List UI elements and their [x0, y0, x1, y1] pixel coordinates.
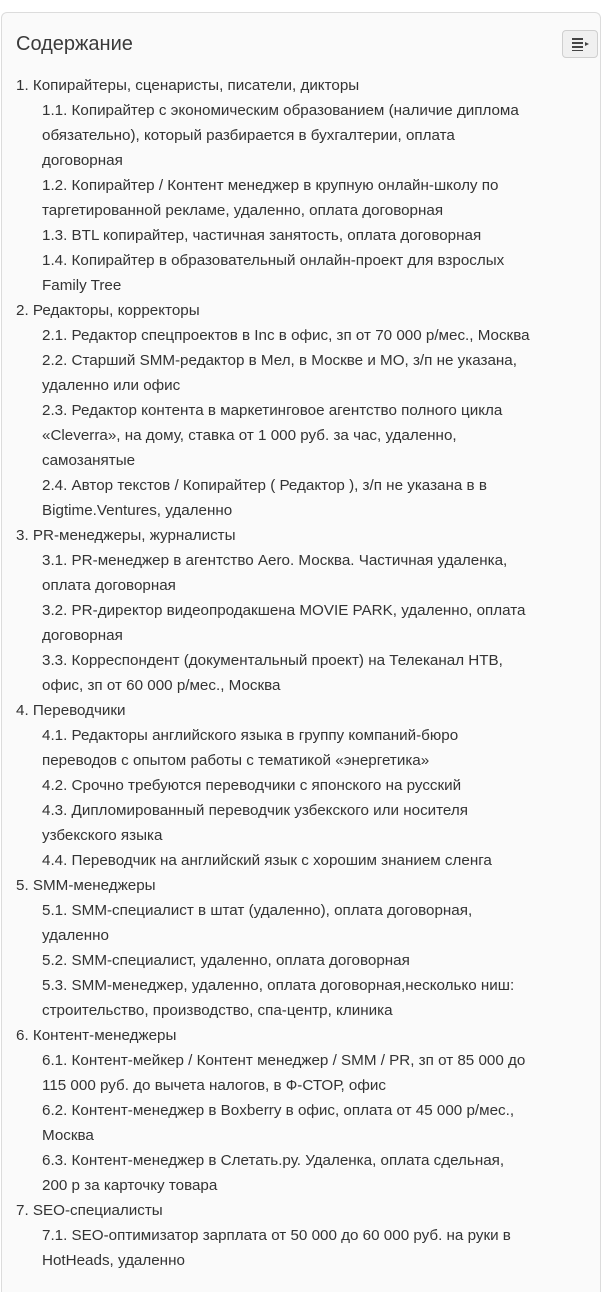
toc-subsection-link[interactable]: 2.4. Автор текстов / Копирайтер ( Редактор ), з/п не указана в в [42, 477, 487, 494]
toc-subsection-link[interactable]: 115 000 руб. до вычета налогов, в Ф-СТОР, офис [42, 1077, 386, 1094]
toc-subsection-link[interactable]: 4.1. Редакторы английского языка в группу компаний-бюро [42, 727, 459, 744]
toc-subsection-link[interactable]: удаленно или офис [42, 377, 181, 394]
toc-subsection-link[interactable]: 6.1. Контент-мейкер / Контент менеджер / SMM / PR, зп от 85 000 до [42, 1052, 526, 1069]
toc-subsection-link[interactable]: 1.3. BTL копирайтер, частичная занятость, оплата договорная [42, 227, 482, 244]
toc-subsection-link[interactable]: договорная [42, 627, 123, 644]
toc-subsection-link[interactable]: 5.1. SMM-специалист в штат (удаленно), оплата договорная, [42, 902, 473, 919]
toc-subsection-link[interactable]: 7.1. SEO-оптимизатор зарплата от 50 000 до 60 000 руб. на руки в [42, 1227, 511, 1244]
toc-section-link[interactable]: 1. Копирайтеры, сценаристы, писатели, дикторы [16, 77, 360, 94]
toc-subsection-link[interactable]: 200 р за карточку товара [42, 1177, 218, 1194]
toc-subsection-link[interactable]: 2.3. Редактор контента в маркетинговое агентство полного цикла [42, 402, 503, 419]
toc-section-link[interactable]: 3. PR-менеджеры, журналисты [16, 527, 236, 544]
toc-subsection-link[interactable]: узбекского языка [42, 827, 163, 844]
toc-toggle-button[interactable] [562, 30, 598, 58]
toc-subsection-link[interactable]: 4.3. Дипломированный переводчик узбекского или носителя [42, 802, 468, 819]
toc-subsection-link[interactable]: 1.4. Копирайтер в образовательный онлайн-проект для взрослых [42, 252, 505, 269]
toc-list [16, 73, 598, 1273]
toc-subsection-link[interactable]: самозанятые [42, 452, 136, 469]
toc-section-link[interactable]: 7. SEO-специалисты [16, 1202, 163, 1219]
toc-subsection-link[interactable]: удаленно [42, 927, 109, 944]
toc-subsection-link[interactable]: 6.2. Контент-менеджер в Boxberry в офис, оплата от 45 000 р/мес., [42, 1102, 515, 1119]
toc-subsection-link[interactable]: HotHeads, удаленно [42, 1252, 185, 1269]
toc-section-link[interactable]: 5. SMM-менеджеры [16, 877, 156, 894]
toc-subsection-link[interactable]: таргетированной рекламе, удаленно, оплата договорная [42, 202, 444, 219]
toc-subsection-link[interactable]: переводов с опытом работы с тематикой «энергетика» [42, 752, 430, 769]
toc-section-link[interactable]: 4. Переводчики [16, 702, 126, 719]
toc-section-link[interactable]: 6. Контент-менеджеры [16, 1027, 177, 1044]
toc-subsection-link[interactable]: 2.2. Старший SMM-редактор в Мел, в Москве и МО, з/п не указана, [42, 352, 517, 369]
toc-section-link[interactable]: 2. Редакторы, корректоры [16, 302, 200, 319]
list-toggle-icon [570, 37, 590, 51]
toc-subsection-link[interactable]: 1.2. Копирайтер / Контент менеджер в крупную онлайн-школу по [42, 177, 499, 194]
toc-subsection-link[interactable]: «Cleverra», на дому, ставка от 1 000 руб. за час, удаленно, [42, 427, 457, 444]
toc-subsection-link[interactable]: 6.3. Контент-менеджер в Слетать.ру. Удаленка, оплата сдельная, [42, 1152, 505, 1169]
toc-subsection-link[interactable]: обязательно), который разбирается в бухгалтерии, оплата [42, 127, 455, 144]
toc-container [1, 12, 601, 1292]
toc-title: Содержание [16, 33, 133, 55]
toc-subsection-link[interactable]: 1.1. Копирайтер с экономическим образованием (наличие диплома [42, 102, 519, 119]
toc-subsection-link[interactable]: договорная [42, 152, 123, 169]
toc-subsection-link[interactable]: 5.2. SMM-специалист, удаленно, оплата договорная [42, 952, 410, 969]
toc-subsection-link[interactable]: Москва [42, 1127, 94, 1144]
toc-subsection-link[interactable]: Family Tree [42, 277, 122, 294]
toc-subsection-link[interactable]: 3.2. PR-директор видеопродакшена MOVIE PARK, удаленно, оплата [42, 602, 526, 619]
toc-subsection-link[interactable]: строительство, производство, спа-центр, клиника [42, 1002, 393, 1019]
toc-subsection-link[interactable]: 3.1. PR-менеджер в агентство Aero. Москва. Частичная удаленка, [42, 552, 508, 569]
toc-subsection-link[interactable]: оплата договорная [42, 577, 176, 594]
toc-subsection-link[interactable]: 4.2. Срочно требуются переводчики с японского на русский [42, 777, 462, 794]
toc-subsection-link[interactable]: 3.3. Корреспондент (документальный проект) на Телеканал НТВ, [42, 652, 503, 669]
toc-subsection-link[interactable]: 2.1. Редактор спецпроектов в Inc в офис, зп от 70 000 р/мес., Москва [42, 327, 530, 344]
toc-subsection-link[interactable]: 4.4. Переводчик на английский язык с хорошим знанием сленга [42, 852, 492, 869]
toc-subsection-link[interactable]: Bigtime.Ventures, удаленно [42, 502, 233, 519]
toc-subsection-link[interactable]: 5.3. SMM-менеджер, удаленно, оплата договорная,несколько ниш: [42, 977, 515, 994]
toc-subsection-link[interactable]: офис, зп от 60 000 р/мес., Москва [42, 677, 281, 694]
